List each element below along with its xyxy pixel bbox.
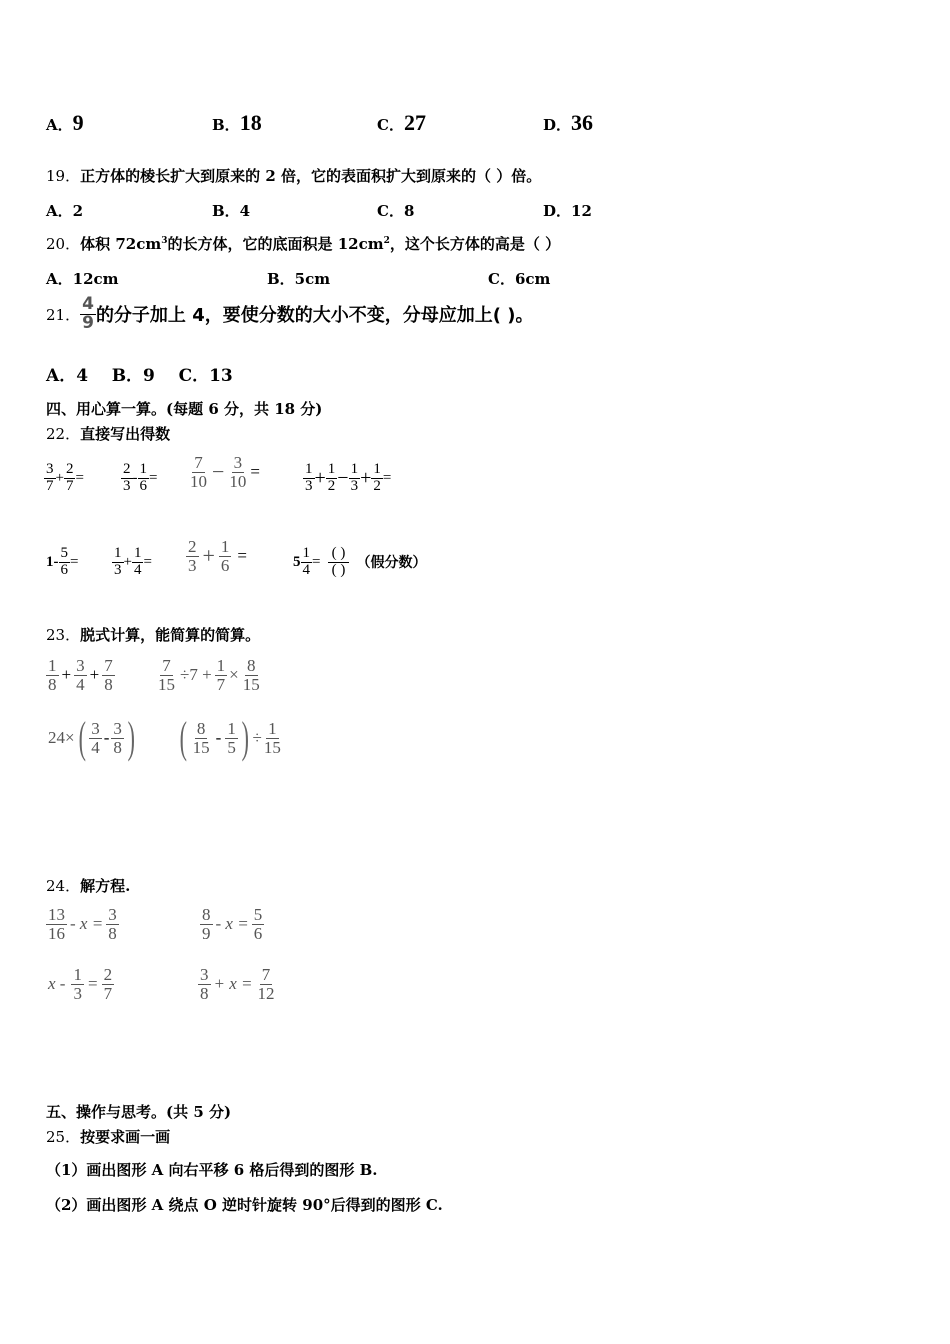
math-text: ÷: [252, 728, 262, 747]
math-text: x -: [48, 974, 66, 994]
denominator: 3: [114, 561, 122, 578]
numerator: 2: [103, 965, 113, 984]
fraction: [106, 906, 119, 943]
numerator: 1: [350, 461, 359, 477]
fraction: [219, 538, 232, 575]
math-text: =: [149, 469, 158, 486]
numerator: 13: [48, 905, 65, 924]
fraction: [303, 462, 315, 495]
math-text: +: [123, 553, 132, 570]
q18-option-a: [46, 110, 84, 136]
numerator: 1: [327, 461, 336, 477]
math-text: C．: [377, 116, 404, 134]
q23-expr-1: [46, 657, 115, 694]
denominator: ( ): [331, 561, 346, 578]
math-text: +: [61, 665, 72, 685]
math-text: =: [382, 469, 392, 486]
fraction: [200, 906, 213, 943]
fraction: [121, 462, 133, 495]
math-text: -: [215, 728, 222, 747]
fraction: [320, 546, 356, 579]
q22-expr-8: [293, 546, 426, 579]
numerator: 3: [200, 965, 209, 984]
denominator: 8: [200, 983, 209, 1003]
fraction: [326, 462, 338, 495]
fraction: [188, 454, 209, 491]
fraction: [102, 657, 115, 694]
math-text: ×: [229, 665, 239, 685]
numerator: 8: [247, 656, 256, 675]
fraction: [111, 720, 124, 757]
denominator: 7: [65, 477, 74, 494]
denominator: 4: [91, 737, 100, 757]
math-text: 脱式计算，能简算的简算。: [80, 626, 261, 644]
math-text: 的分子加上 4，要使分数的大小不变，分母应加上( )。: [95, 305, 534, 327]
q19-stem: [46, 165, 541, 186]
math-text: 19．: [46, 167, 81, 185]
denominator: 3: [123, 477, 131, 494]
fraction: [132, 546, 144, 579]
fraction: [44, 462, 56, 495]
fraction: [191, 720, 212, 757]
fraction: [349, 462, 361, 495]
numerator: 1: [227, 718, 236, 738]
denominator: 4: [133, 561, 142, 578]
fraction: [156, 657, 177, 694]
denominator: 12: [257, 983, 275, 1003]
numerator: 3: [46, 461, 54, 477]
math-text: 36: [571, 110, 594, 135]
denominator: 16: [48, 923, 65, 943]
fraction: [256, 966, 277, 1003]
math-text: - x =: [215, 914, 249, 934]
fraction: [252, 906, 265, 943]
math-text: =: [237, 546, 248, 566]
fraction: [225, 720, 238, 757]
numerator: 3: [76, 656, 85, 675]
numerator: 1: [48, 656, 57, 675]
numerator: 3: [233, 453, 243, 472]
denominator: 10: [190, 471, 207, 491]
q24-equation-2: [200, 906, 264, 943]
q22-expr-1: [44, 462, 84, 495]
numerator: 8: [202, 905, 211, 924]
math-text: =: [75, 469, 84, 486]
math-text: 2: [383, 236, 390, 246]
fraction: [262, 720, 283, 757]
fraction: [138, 462, 150, 495]
math-text: 20．: [46, 235, 81, 253]
denominator: 6: [60, 561, 68, 578]
q18-option-d: [543, 110, 593, 136]
numerator: 7: [104, 656, 113, 675]
q23-expr-4: [176, 713, 283, 762]
denominator: 3: [350, 477, 359, 494]
math-text: 1-: [46, 553, 59, 570]
q18-option-b: [212, 110, 262, 136]
q19-option-c: C．8: [377, 202, 415, 220]
math-text: 24×: [48, 728, 75, 747]
q20-stem: [46, 233, 560, 254]
denominator: 3: [73, 983, 82, 1003]
denominator: 3: [305, 477, 313, 494]
q21-fraction: [80, 296, 96, 333]
numerator: 2: [65, 461, 74, 477]
math-text: 24．: [46, 877, 81, 895]
math-text: D．: [543, 116, 572, 134]
q22-expr-3: [188, 454, 260, 491]
fraction: [215, 657, 228, 694]
fraction: [371, 462, 383, 495]
denominator: 9: [82, 312, 94, 333]
math-text: ，这个长方体的高是（ ）: [389, 235, 561, 253]
q20-option-a: A．12cm: [46, 270, 119, 288]
fraction: [46, 906, 67, 943]
denominator: 3: [188, 555, 197, 575]
math-text: +: [202, 543, 215, 569]
q21-stem: [46, 296, 533, 333]
math-text: - x =: [70, 914, 104, 934]
q21-options: A．4 B．9 C．13: [46, 366, 233, 386]
q19-option-a: A．2: [46, 202, 84, 220]
numerator: 1: [220, 537, 230, 556]
q24-stem: [46, 875, 130, 896]
section-4-title: 四、用心算一算。(每题 6 分，共 18 分): [46, 400, 323, 418]
denominator: 6: [253, 923, 263, 943]
math-text: -: [103, 728, 110, 747]
numerator: 1: [268, 718, 277, 738]
denominator: 8: [108, 923, 117, 943]
q18-option-c: [377, 110, 426, 136]
math-text: =: [143, 553, 152, 570]
q19-option-d: D．12: [543, 202, 592, 220]
numerator: 1: [373, 461, 381, 477]
math-text: 21．: [46, 305, 81, 324]
q20-option-c: C．6cm: [488, 270, 551, 288]
q23-stem: [46, 624, 260, 645]
math-text: 25．: [46, 1128, 81, 1146]
denominator: 6: [220, 555, 230, 575]
math-text: 直接写出得数: [80, 425, 171, 443]
math-text: −: [212, 459, 225, 485]
q23-expr-3: [48, 713, 139, 762]
math-text: 9: [72, 110, 84, 135]
numerator: 5: [60, 545, 68, 561]
denominator: 15: [242, 674, 260, 694]
math-text: 27: [403, 110, 426, 135]
fraction: [102, 966, 115, 1003]
fraction: [227, 454, 248, 491]
fraction: [112, 546, 124, 579]
fraction: [59, 546, 71, 579]
numerator: 5: [253, 905, 263, 924]
numerator: 3: [108, 905, 117, 924]
q24-equation-3: [48, 966, 114, 1003]
q25-step-2: （2）画出图形 A 绕点 O 逆时针旋转 90°后得到的图形 C.: [46, 1196, 443, 1214]
numerator: 1: [216, 656, 226, 675]
denominator: 6: [139, 477, 147, 494]
math-text: +: [55, 469, 64, 486]
fraction: [46, 657, 59, 694]
q25-stem: [46, 1126, 170, 1147]
denominator: 8: [113, 737, 122, 757]
math-text: + x =: [213, 974, 253, 994]
math-text: 3: [161, 236, 168, 246]
denominator: 15: [192, 737, 210, 757]
section-5-title: 五、操作与思考。(共 5 分): [46, 1103, 232, 1121]
math-text: 22．: [46, 425, 81, 443]
fraction: [89, 720, 102, 757]
math-text: ÷7 +: [180, 665, 212, 685]
math-text: 解方程.: [80, 877, 131, 895]
denominator: 15: [158, 674, 175, 694]
denominator: 4: [302, 561, 310, 578]
math-text: +: [314, 466, 326, 489]
math-text: =: [87, 974, 98, 994]
numerator: 8: [196, 718, 206, 738]
denominator: 2: [327, 477, 336, 494]
math-text: 正方体的棱长扩大到原来的 2 倍，它的表面积扩大到原来的（ ）倍。: [80, 167, 542, 185]
numerator: 7: [162, 656, 171, 675]
math-text: +: [360, 466, 372, 489]
fraction: [74, 657, 87, 694]
q20-option-b: B．5cm: [267, 270, 331, 288]
math-text: +: [89, 665, 100, 685]
numerator: 3: [113, 718, 122, 738]
q22-stem: [46, 423, 170, 444]
math-text: =: [70, 553, 79, 570]
numerator: 2: [123, 461, 131, 477]
q22-expr-4: [303, 462, 391, 495]
numerator: ( ): [328, 546, 350, 563]
q22-expr-7: [186, 538, 247, 575]
denominator: 8: [104, 674, 113, 694]
q19-option-b: B．4: [212, 202, 251, 220]
numerator: 2: [188, 537, 197, 556]
q22-expr-2: [121, 462, 157, 495]
fraction: [301, 546, 313, 579]
denominator: 4: [76, 674, 85, 694]
q24-equation-4: [198, 966, 277, 1003]
numerator: 1: [139, 461, 147, 477]
denominator: 5: [227, 737, 236, 757]
numerator: 1: [73, 965, 82, 984]
left-paren: (: [78, 713, 86, 762]
fraction: [186, 538, 199, 575]
denominator: 9: [202, 923, 211, 943]
denominator: 15: [263, 737, 281, 757]
denominator: 2: [373, 477, 381, 494]
numerator: 4: [82, 294, 94, 314]
left-paren: (: [179, 713, 187, 762]
fraction: [198, 966, 211, 1003]
q25-step-1: （1）画出图形 A 向右平移 6 格后得到的图形 B.: [46, 1161, 378, 1179]
numerator: 1: [305, 461, 313, 477]
fraction: [71, 966, 84, 1003]
numerator: 1: [114, 545, 122, 561]
math-text: A．: [46, 116, 73, 134]
numerator: 3: [91, 718, 100, 738]
math-text: 按要求画一画: [80, 1128, 171, 1146]
math-text: （假分数）: [356, 555, 427, 572]
q22-expr-5: [46, 546, 78, 579]
numerator: 1: [302, 545, 310, 561]
math-text: =: [312, 553, 321, 570]
math-text: =: [250, 462, 261, 482]
q23-expr-2: [156, 657, 262, 694]
denominator: 7: [46, 477, 54, 494]
denominator: 8: [48, 674, 57, 694]
math-text: 18: [239, 110, 262, 135]
math-text: -: [132, 469, 138, 486]
math-text: 23．: [46, 626, 81, 644]
denominator: 7: [216, 674, 226, 694]
denominator: 7: [103, 983, 113, 1003]
math-text: 5: [293, 553, 301, 570]
numerator: 7: [261, 965, 271, 984]
denominator: 10: [229, 471, 247, 491]
numerator: 7: [194, 453, 203, 472]
math-text: B．: [212, 116, 240, 134]
right-paren: ): [127, 713, 135, 762]
math-text: 体积 72cm: [80, 235, 162, 253]
math-text: −: [337, 466, 349, 489]
math-text: 的长方体，它的底面积是 12cm: [167, 235, 384, 253]
numerator: 1: [133, 545, 142, 561]
q24-equation-1: [46, 906, 119, 943]
fraction: [64, 462, 76, 495]
right-paren: ): [241, 713, 249, 762]
q22-expr-6: [112, 546, 152, 579]
fraction: [241, 657, 262, 694]
